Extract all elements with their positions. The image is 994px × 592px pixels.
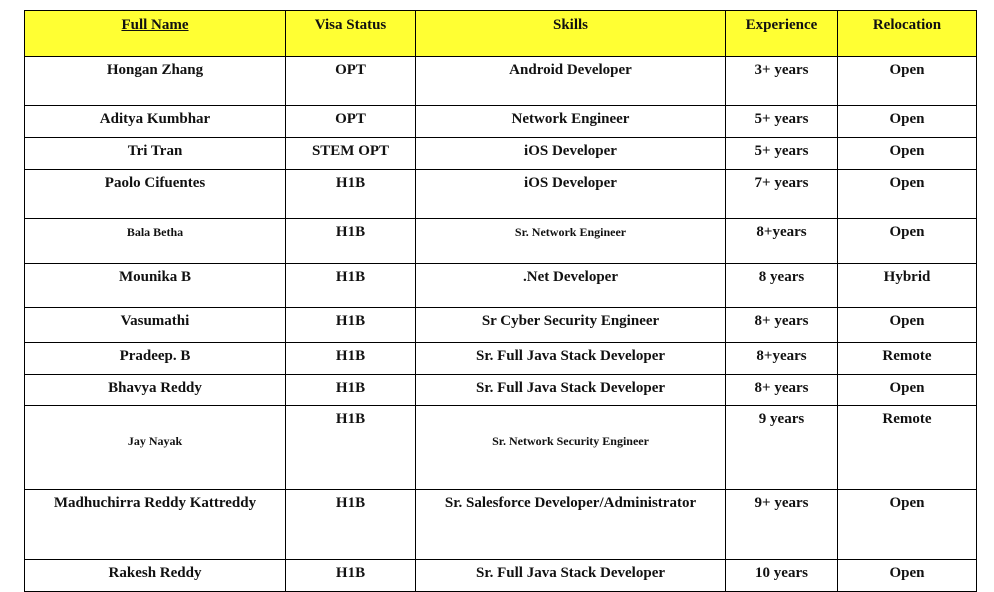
visa-cell: H1B [286, 490, 416, 560]
table-row [25, 343, 977, 375]
skills-cell: Sr. Full Java Stack Developer [416, 343, 726, 375]
experience-cell: 8 years [726, 264, 838, 308]
name-cell: Aditya Kumbhar [25, 106, 286, 138]
name-cell: Vasumathi [25, 308, 286, 343]
experience-cell: 10 years [726, 560, 838, 592]
table-row [25, 490, 977, 560]
header-experience: Experience [726, 11, 838, 57]
skills-cell: Sr. Network Engineer [416, 219, 726, 264]
table-row [25, 219, 977, 264]
relocation-cell: Hybrid [838, 264, 977, 308]
relocation-cell: Open [838, 57, 977, 106]
experience-cell: 8+ years [726, 375, 838, 406]
skills-cell: Android Developer [416, 57, 726, 106]
visa-cell: H1B [286, 308, 416, 343]
candidates-table [24, 10, 977, 592]
table-row [25, 264, 977, 308]
relocation-cell: Open [838, 219, 977, 264]
skills-cell: Sr. Full Java Stack Developer [416, 560, 726, 592]
relocation-cell: Open [838, 106, 977, 138]
table-row [25, 170, 977, 219]
name-cell: Madhuchirra Reddy Kattreddy [25, 490, 286, 560]
table-row [25, 406, 977, 490]
name-cell: Rakesh Reddy [25, 560, 286, 592]
experience-cell: 3+ years [726, 57, 838, 106]
skills-cell: Sr. Network Security Engineer [416, 406, 726, 490]
name-cell: Bala Betha [25, 219, 286, 264]
skills-cell: .Net Developer [416, 264, 726, 308]
visa-cell: STEM OPT [286, 138, 416, 170]
experience-cell: 8+years [726, 219, 838, 264]
skills-cell: Sr. Full Java Stack Developer [416, 375, 726, 406]
name-cell: Pradeep. B [25, 343, 286, 375]
name-cell: Jay Nayak [25, 406, 286, 490]
table-row [25, 57, 977, 106]
visa-cell: H1B [286, 170, 416, 219]
relocation-cell: Open [838, 490, 977, 560]
visa-cell: OPT [286, 57, 416, 106]
name-cell: Mounika B [25, 264, 286, 308]
header-skills: Skills [416, 11, 726, 57]
visa-cell: H1B [286, 343, 416, 375]
visa-cell: H1B [286, 375, 416, 406]
table-row [25, 375, 977, 406]
skills-cell: Network Engineer [416, 106, 726, 138]
experience-cell: 8+ years [726, 308, 838, 343]
visa-cell: H1B [286, 219, 416, 264]
table-row [25, 560, 977, 592]
experience-cell: 5+ years [726, 106, 838, 138]
name-cell: Paolo Cifuentes [25, 170, 286, 219]
table-row [25, 308, 977, 343]
skills-cell: Sr Cyber Security Engineer [416, 308, 726, 343]
relocation-cell: Open [838, 375, 977, 406]
relocation-cell: Remote [838, 406, 977, 490]
visa-cell: H1B [286, 560, 416, 592]
name-cell: Hongan Zhang [25, 57, 286, 106]
header-relocation: Relocation [838, 11, 977, 57]
visa-cell: H1B [286, 406, 416, 490]
experience-cell: 5+ years [726, 138, 838, 170]
skills-cell: Sr. Salesforce Developer/Administrator [416, 490, 726, 560]
skills-cell: iOS Developer [416, 170, 726, 219]
experience-cell: 8+years [726, 343, 838, 375]
table-row [25, 106, 977, 138]
header-full-name [25, 11, 286, 57]
experience-cell: 9+ years [726, 490, 838, 560]
visa-cell: H1B [286, 264, 416, 308]
relocation-cell: Open [838, 308, 977, 343]
header-row [25, 11, 977, 57]
relocation-cell: Open [838, 138, 977, 170]
header-visa-status: Visa Status [286, 11, 416, 57]
experience-cell: 7+ years [726, 170, 838, 219]
header-label: Full Name [121, 17, 189, 33]
experience-cell: 9 years [726, 406, 838, 490]
name-cell: Bhavya Reddy [25, 375, 286, 406]
name-cell: Tri Tran [25, 138, 286, 170]
relocation-cell: Open [838, 170, 977, 219]
relocation-cell: Remote [838, 343, 977, 375]
skills-cell: iOS Developer [416, 138, 726, 170]
table-row [25, 138, 977, 170]
visa-cell: OPT [286, 106, 416, 138]
relocation-cell: Open [838, 560, 977, 592]
